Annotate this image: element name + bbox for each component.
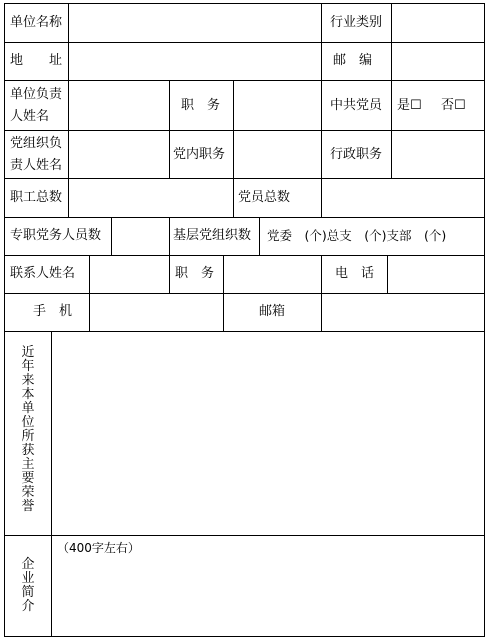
admin-position-label: 行政职务: [330, 147, 383, 162]
col-divider: [321, 42, 322, 80]
row-divider: [5, 217, 484, 218]
org-counts-text: 党委 (个)总支 (个)支部 (个): [267, 228, 447, 243]
col-divider: [391, 80, 392, 130]
col-divider: [321, 255, 322, 293]
row-divider: [5, 42, 484, 43]
party-org-head-label: 党组织负责人姓名: [10, 136, 63, 173]
col-divider: [387, 255, 388, 293]
total-members-label: 党员总数: [238, 190, 291, 205]
col-divider: [68, 80, 69, 130]
col-divider: [169, 80, 170, 130]
registration-form-table: [4, 3, 485, 637]
industry-label: 行业类别: [330, 15, 383, 30]
col-divider: [391, 130, 392, 178]
party-position-label: 党内职务: [173, 147, 226, 162]
no-checkbox[interactable]: 否☐: [441, 98, 466, 113]
col-divider: [259, 217, 260, 255]
col-divider: [169, 255, 170, 293]
col-divider: [51, 331, 52, 636]
row-divider: [5, 178, 484, 179]
col-divider: [169, 217, 170, 255]
col-divider: [223, 293, 224, 331]
total-staff-label: 职工总数: [10, 190, 63, 205]
intro-hint: （400字左右）: [57, 541, 140, 555]
row-divider: [5, 130, 484, 131]
col-divider: [68, 42, 69, 80]
contact-name-label: 联系人姓名: [10, 266, 76, 281]
unit-head-label: 单位负责人姓名: [10, 87, 63, 124]
unit-name-label: 单位名称: [10, 15, 63, 30]
col-divider: [321, 178, 322, 217]
col-divider: [233, 178, 234, 217]
col-divider: [321, 80, 322, 130]
col-divider: [321, 130, 322, 178]
grassroots-org-label: 基层党组织数: [173, 228, 252, 243]
address-label: 地 址: [10, 53, 63, 68]
position-label: 职 务: [181, 98, 221, 113]
col-divider: [68, 130, 69, 178]
col-divider: [223, 255, 224, 293]
col-divider: [169, 130, 170, 178]
row-divider: [5, 293, 484, 294]
position-label-2: 职 务: [175, 266, 215, 281]
col-divider: [111, 217, 112, 255]
row-divider: [5, 80, 484, 81]
row-divider: [5, 535, 484, 536]
col-divider: [391, 42, 392, 80]
honors-label: 近年来本单位所获主要荣誉: [21, 345, 35, 514]
postcode-label: 邮 编: [333, 53, 373, 68]
col-divider: [321, 293, 322, 331]
phone-label: 电 话: [335, 266, 375, 281]
col-divider: [321, 4, 322, 42]
row-divider: [5, 331, 484, 332]
col-divider: [68, 4, 69, 42]
col-divider: [233, 130, 234, 178]
col-divider: [89, 255, 90, 293]
intro-label: 企业简介: [21, 557, 35, 614]
email-label: 邮箱: [259, 304, 286, 319]
col-divider: [68, 178, 69, 217]
col-divider: [233, 80, 234, 130]
yes-checkbox[interactable]: 是☐: [397, 98, 422, 113]
fulltime-staff-label: 专职党务人员数: [10, 228, 102, 243]
col-divider: [89, 293, 90, 331]
col-divider: [391, 4, 392, 42]
row-divider: [5, 255, 484, 256]
cpc-member-label: 中共党员: [330, 98, 383, 113]
mobile-label: 手 机: [33, 304, 73, 319]
